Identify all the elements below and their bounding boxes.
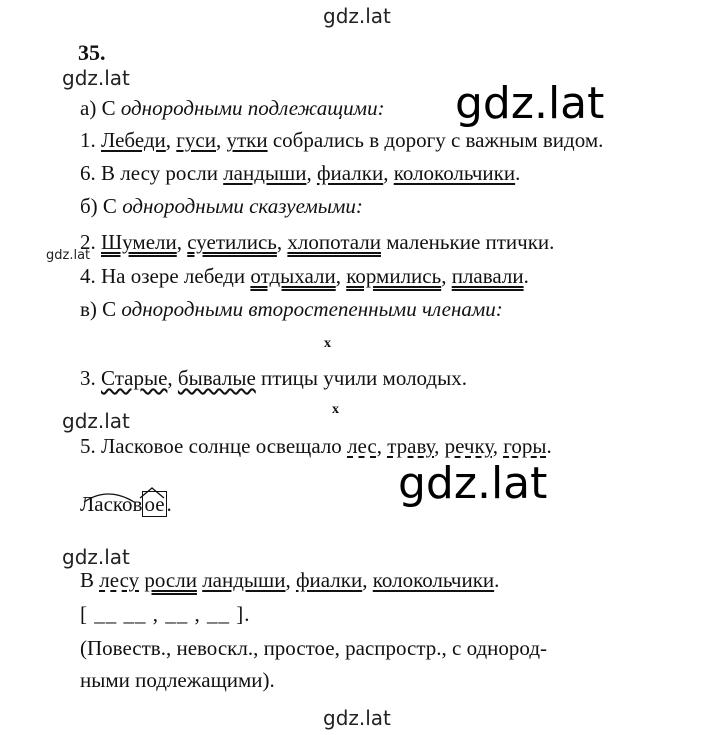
watermark-small: gdz.lat [46,248,91,263]
sentence-2: 2. Шумели, суетились, хлопотали маленькие птички. [80,230,555,254]
sentence-1: 1. Лебеди, гуси, утки собрались в дорогу с важным видом. [80,128,604,152]
watermark: gdz.lat [62,545,130,569]
watermark-large: gdz.lat [455,78,605,129]
characteristics-line-2: ными подлежащими). [80,668,275,692]
exercise-number: 35. [78,40,106,65]
heading-b: б) С однородными сказуемыми: [80,194,363,218]
homogeneous-mark: х [332,402,339,417]
heading-c: в) С однородными второстепенными членами: [80,297,503,321]
watermark: gdz.lat [323,706,391,730]
sentence-4: 4. На озере лебеди отдыхали, кормились, плавали. [80,264,529,288]
morpheme-analysis: Ласковое. [80,492,172,516]
sentence-5: 5. Ласковое солнце освещало лес, траву, речку, горы. [80,434,552,458]
parsed-sentence: В лесу росли ландыши, фиалки, колокольчики. [80,568,500,592]
sentence-6: 6. В лесу росли ландыши, фиалки, колокольчики. [80,161,521,185]
characteristics-line-1: (Повеств., невоскл., простое, распростр., с однород- [80,636,547,660]
sentence-3: 3. Старые, бывалые птицы учили молодых. [80,366,467,390]
heading-a: а) С однородными подлежащими: [80,96,385,120]
sentence-scheme: [ __ __ , __ , __ ]. [80,602,251,626]
homogeneous-mark: х [324,336,331,351]
watermark: gdz.lat [323,4,391,28]
watermark-large: gdz.lat [398,458,548,509]
watermark: gdz.lat [62,409,130,433]
watermark: gdz.lat [62,66,130,90]
